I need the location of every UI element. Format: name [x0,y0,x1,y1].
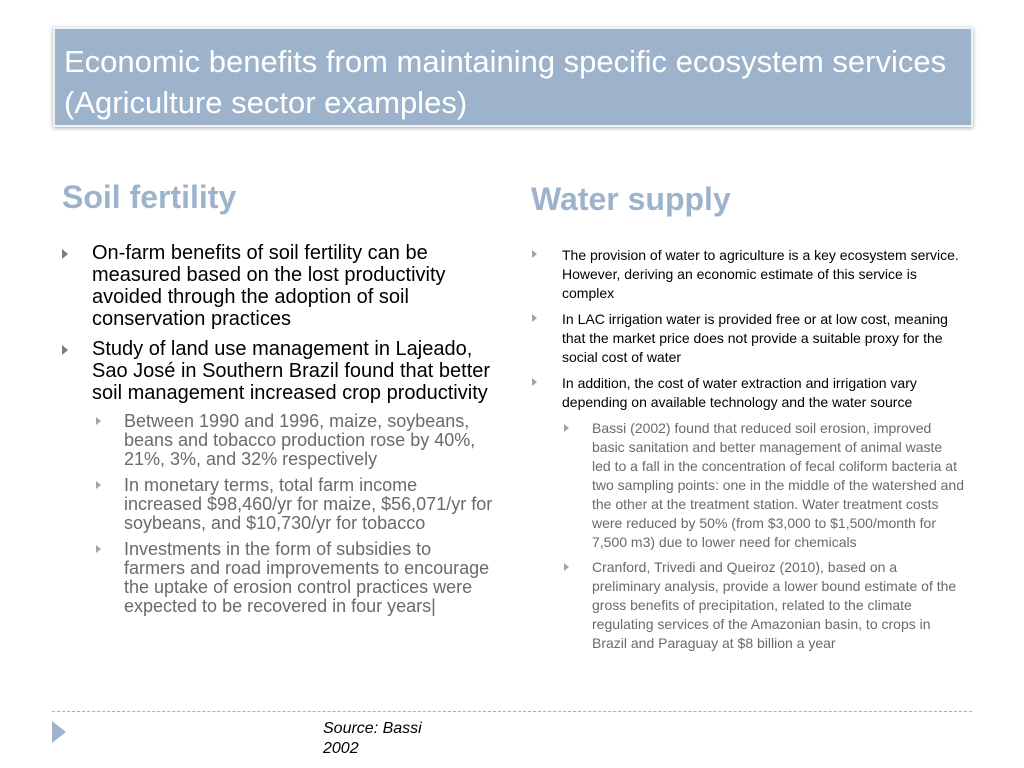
bullet-text: In LAC irrigation water is provided free or at low cost, meaning that the market price does not provide a suitable proxy for the social cost of water [562,311,948,365]
bullet-text: On-farm benefits of soil fertility can be measured based on the lost productivity avoided through the adoption of soil conservation practices [92,242,446,330]
bullet-text: Study of land use management in Lajeado, Sao José in Southern Brazil found that better soil management increased crop productivity [92,338,491,404]
bullet-arrow-icon [62,345,68,355]
bullet-arrow-icon [532,314,537,322]
bullet-text: In addition, the cost of water extraction and irrigation vary depending on available technology and the water source [562,375,917,410]
soil-fertility-list [62,242,494,623]
list-item [62,338,494,404]
sub-bullet-text: Investments in the form of subsidies to farmers and road improvements to encourage the uptake of erosion control practices were expected to be recovered in four years| [124,539,490,616]
sub-bullet-arrow-icon [96,481,101,489]
title-banner [53,27,973,127]
water-supply-list [532,246,964,659]
list-item [62,242,494,330]
water-supply-heading: Water supply [531,181,731,217]
slide-title: Economic benefits from maintaining specific ecosystem services (Agriculture sector examples) [64,44,947,120]
footer-arrow-icon [52,721,66,743]
list-item [62,540,494,616]
footer-divider [52,711,972,712]
list-item [62,476,494,533]
sub-bullet-arrow-icon [96,417,101,425]
sub-bullet-arrow-icon [96,545,101,553]
sub-bullet-text: Bassi (2002) found that reduced soil erosion, improved basic sanitation and better management of animal waste led to a fall in the concentration of fecal coliform bacteria at two sampling points: one in the middle of the watershed and the other at the treatment station. Water treatment costs were reduced by 50% (from $3,000 to $1,500/month for 7,500 m3) due to lower need for chemicals [592,420,965,550]
bullet-arrow-icon [62,249,68,259]
list-item [532,310,964,367]
list-item [532,419,964,552]
bullet-arrow-icon [532,378,537,386]
bullet-text: The provision of water to agriculture is a key ecosystem service. However, deriving an economic estimate of this service is complex [562,247,959,301]
sub-bullet-arrow-icon [564,424,569,432]
sub-bullet-text: In monetary terms, total farm income increased $98,460/yr for maize, $56,071/yr for soybeans, and $10,730/yr for tobacco [124,475,493,533]
soil-fertility-heading: Soil fertility [62,179,237,215]
list-item [532,246,964,303]
list-item [62,412,494,469]
source-note: Source: Bassi 2002 [323,720,422,757]
list-item [532,374,964,412]
sub-bullet-text: Cranford, Trivedi and Queiroz (2010), based on a preliminary analysis, provide a lower bound estimate of the gross benefits of precipitation, related to the climate regulating services of the Amazonian basin, to crops in Brazil and Paraguay at $8 billion a year [592,559,957,651]
sub-bullet-arrow-icon [564,563,569,571]
list-item [532,558,964,653]
bullet-arrow-icon [532,250,537,258]
sub-bullet-text: Between 1990 and 1996, maize, soybeans, beans and tobacco production rose by 40%, 21%, 3%, and 32% respectively [124,411,476,469]
